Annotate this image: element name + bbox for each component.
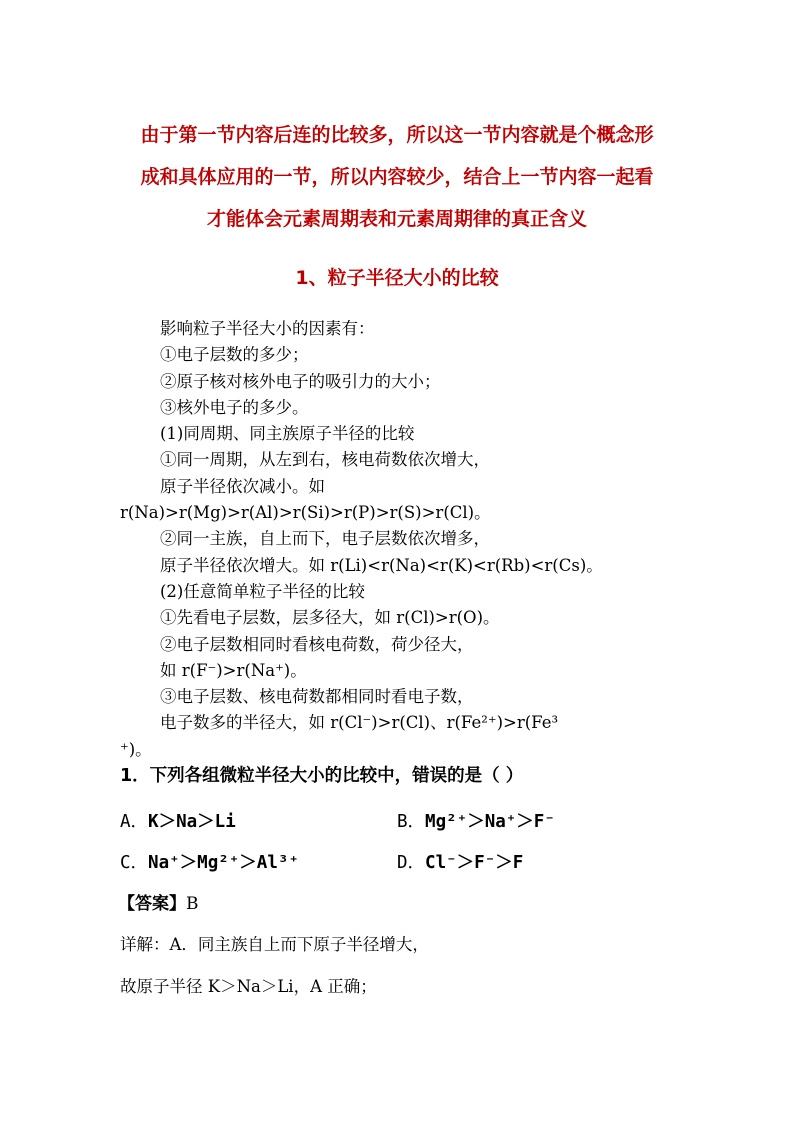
explanation-line-1: 详解：A．同主族自上而下原子半径增大， <box>120 935 429 954</box>
intro-line-1: 由于第一节内容后连的比较多，所以这一节内容就是个概念形 <box>140 124 654 146</box>
body-line: ①同一周期，从左到右，核电荷数依次增大， <box>160 450 490 470</box>
option-d <box>397 849 523 874</box>
body-line: 电子数多的半径大，如 r(Cl⁻)>r(Cl)、r(Fe²⁺)>r(Fe³ <box>160 713 559 733</box>
body-line: 如 r(F⁻)>r(Na⁺)。 <box>160 660 307 680</box>
option-b-tag: B． <box>397 812 426 832</box>
option-c-text: Na⁺＞Mg²⁺＞Al³⁺ <box>148 853 299 873</box>
intro-paragraph <box>110 114 684 240</box>
answer-value: B <box>186 894 199 914</box>
body-line: r(Na)>r(Mg)>r(Al)>r(Si)>r(P)>r(S)>r(Cl)。 <box>120 503 491 523</box>
body-text <box>120 316 680 763</box>
option-b-text: Mg²⁺＞Na⁺＞F⁻ <box>425 812 555 832</box>
section-title: 1、粒子半径大小的比较 <box>295 267 499 289</box>
explanation-line-2: 故原子半径 K＞Na＞Li，A 正确； <box>120 977 377 996</box>
intro-line-2: 成和具体应用的一节，所以内容较少，结合上一节内容一起看 <box>140 166 654 188</box>
body-line: 原子半径依次减小。如 <box>160 476 325 496</box>
body-line: ①先看电子层数，层多径大，如 r(Cl)>r(O)。 <box>160 608 500 628</box>
body-line: ③电子层数、核电荷数都相同时看电子数， <box>160 687 474 707</box>
option-a-tag: A． <box>120 812 149 832</box>
option-c-tag: C． <box>120 853 149 873</box>
option-b <box>397 808 555 833</box>
body-line: 影响粒子半径大小的因素有： <box>160 319 375 338</box>
body-line: ③核外电子的多少。 <box>160 397 309 417</box>
option-a <box>120 808 236 833</box>
body-line: (1)同周期、同主族原子半径的比较 <box>160 424 415 444</box>
body-line: ②同一主族，自上而下，电子层数依次增多， <box>160 529 490 549</box>
answer-line <box>118 889 199 914</box>
body-line: ⁺)。 <box>120 739 152 759</box>
body-line: ①电子层数的多少； <box>160 345 309 365</box>
body-line: (2)任意简单粒子半径的比较 <box>160 581 365 601</box>
option-d-tag: D． <box>397 853 426 873</box>
body-line: ②原子核对核外电子的吸引力的大小； <box>160 371 441 391</box>
intro-line-3: 才能体会元素周期表和元素周期律的真正含义 <box>206 208 587 230</box>
option-c <box>120 849 299 874</box>
option-a-text: K＞Na＞Li <box>148 812 236 832</box>
answer-label: 【答案】 <box>118 894 186 914</box>
body-line: ②电子层数相同时看核电荷数，荷少径大， <box>160 634 474 654</box>
question-stem: 1．下列各组微粒半径大小的比较中，错误的是（ ） <box>120 766 524 786</box>
body-line: 原子半径依次增大。如 r(Li)<r(Na)<r(K)<r(Rb)<r(Cs)。 <box>160 555 603 575</box>
option-d-text: Cl⁻＞F⁻＞F <box>425 853 524 873</box>
